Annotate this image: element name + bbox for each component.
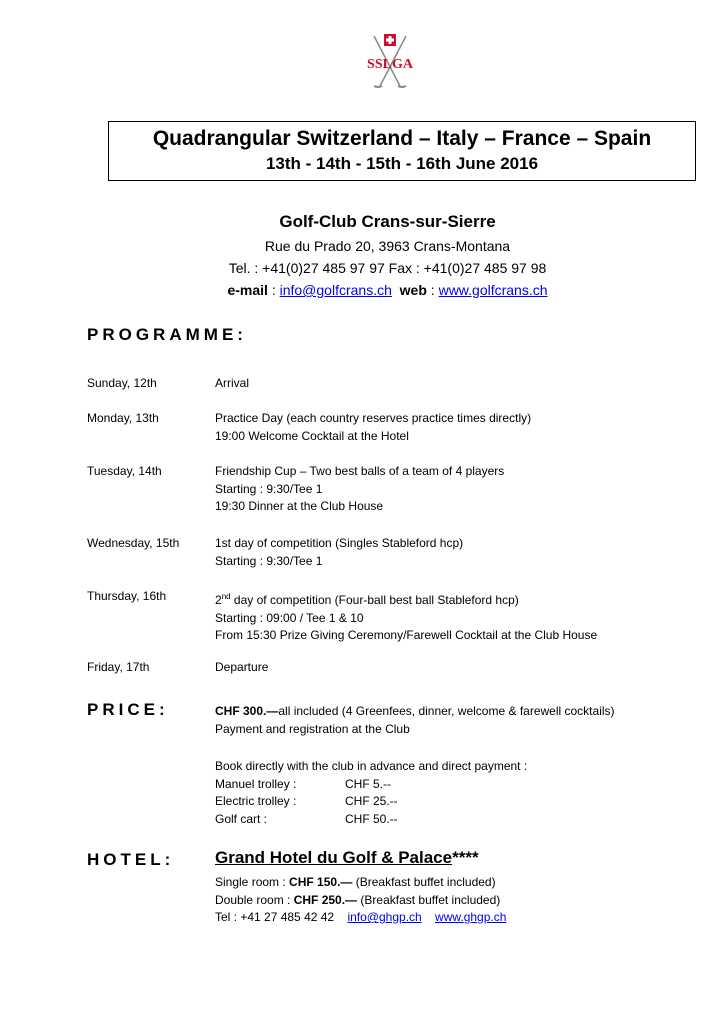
club-phone-fax: Tel. : +41(0)27 485 97 97 Fax : +41(0)27 485 97 98 — [228, 260, 547, 276]
club-contact: e-mail : info@golfcrans.ch web : www.golfcrans.ch — [227, 282, 548, 298]
activity-line: Starting : 9:30/Tee 1 — [215, 553, 323, 568]
hotel-web-link[interactable]: www.ghgp.ch — [435, 910, 507, 924]
golf-clubs-swiss-cross-icon — [366, 30, 414, 92]
logo-text: SSLGA — [367, 57, 413, 72]
activity-line: 1st day of competition (Singles Stableford hcp) — [215, 536, 464, 550]
event-dates: 13th - 14th - 15th - 16th June 2016 — [265, 154, 539, 173]
programme-activity — [215, 410, 531, 445]
extra-item: Electric trolley : CHF 25.-- — [215, 794, 398, 808]
double-room-line: Double room : CHF 250.— (Breakfast buffet included) — [215, 892, 501, 907]
club-web-link[interactable]: www.golfcrans.ch — [438, 282, 548, 298]
club-address: Rue du Prado 20, 3963 Crans-Montana — [264, 238, 511, 254]
price-line: CHF 300.—all included (4 Greenfees, dinner, welcome & farewell cocktails) — [215, 704, 615, 718]
activity-line: Departure — [215, 660, 269, 674]
activity-line: 19:00 Welcome Cocktail at the Hotel — [215, 428, 409, 443]
extra-item: Manuel trolley : CHF 5.-- — [215, 776, 391, 791]
sslga-logo — [366, 30, 414, 92]
programme-activity — [215, 375, 249, 393]
web-label: web — [399, 282, 427, 298]
programme-heading: PROGRAMME: — [87, 325, 247, 344]
single-room-line: Single room : CHF 150.— (Breakfast buffet included) — [215, 875, 496, 889]
activity-line: 19:30 Dinner at the Club House — [215, 499, 384, 513]
hotel-heading: HOTEL: — [87, 850, 175, 869]
price-amount: CHF 300.— — [215, 704, 279, 718]
hotel-name: Grand Hotel du Golf & Palace**** — [215, 848, 479, 867]
hotel-details — [215, 874, 506, 927]
programme-day: Wednesday, 15th — [87, 536, 180, 550]
club-email-link[interactable]: info@golfcrans.ch — [279, 282, 392, 298]
activity-line: Friendship Cup – Two best balls of a team of 4 players — [215, 464, 505, 478]
programme-activity — [215, 659, 268, 677]
hotel-contact-line: Tel : +41 27 485 42 42 info@ghgp.ch www.ghgp.ch — [215, 910, 507, 924]
programme-day: Friday, 17th — [87, 660, 150, 674]
programme-day: Sunday, 12th — [87, 376, 157, 390]
programme-day: Monday, 13th — [87, 411, 159, 425]
email-label: e-mail — [227, 282, 268, 298]
title-box — [108, 121, 696, 181]
book-line: Book directly with the club in advance and direct payment : — [215, 759, 528, 773]
activity-line: Starting : 9:30/Tee 1 — [215, 481, 323, 496]
programme-activity — [215, 535, 463, 570]
hotel-email-link[interactable]: info@ghgp.ch — [347, 910, 422, 924]
price-heading: PRICE: — [87, 700, 169, 719]
programme-day: Tuesday, 14th — [87, 464, 162, 478]
activity-line: Starting : 09:00 / Tee 1 & 10 — [215, 610, 364, 625]
activity-line: Practice Day (each country reserves practice times directly) — [215, 411, 532, 425]
club-name: Golf-Club Crans-sur-Sierre — [279, 212, 496, 231]
programme-activity — [215, 588, 597, 645]
programme-activity — [215, 463, 504, 516]
activity-line: Arrival — [215, 376, 250, 390]
price-details — [215, 703, 615, 738]
activity-line: From 15:30 Prize Giving Ceremony/Farewell Cocktail at the Club House — [215, 628, 598, 642]
extra-item: Golf cart : CHF 50.-- — [215, 811, 398, 826]
programme-day: Thursday, 16th — [87, 589, 167, 603]
page-title: Quadrangular Switzerland – Italy – France – Spain — [152, 127, 652, 150]
extras-list — [215, 758, 635, 828]
payment-line: Payment and registration at the Club — [215, 721, 410, 736]
activity-line: 2nd day of competition (Four-ball best ball Stableford hcp) — [215, 592, 519, 607]
